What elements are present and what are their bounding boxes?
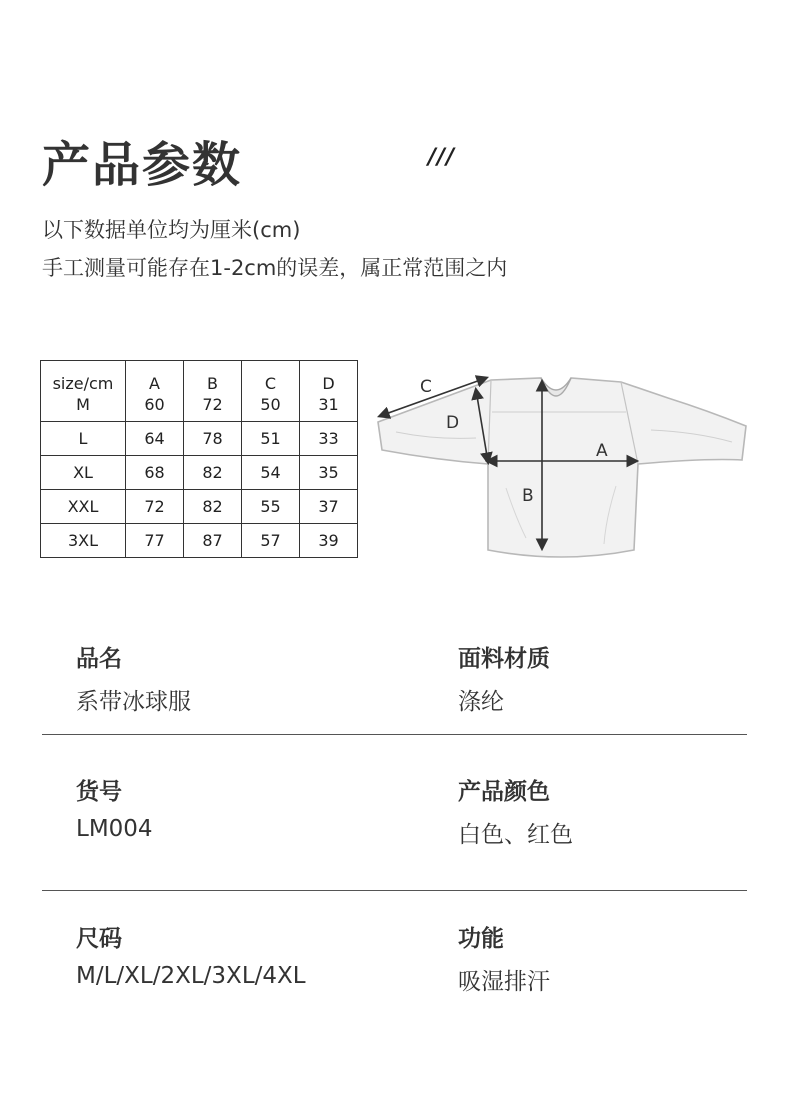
header-cell: B [184,361,242,396]
size-table-header [41,361,358,396]
value-cell: 68 [126,456,184,490]
jersey-outline [378,378,746,557]
spec-value: 系带冰球服 [76,689,191,715]
header-cell: A [126,361,184,396]
header-cell: C [242,361,300,396]
spec-value: 白色、红色 [458,822,573,848]
value-cell: 72 [126,490,184,524]
header-cell: D [300,361,358,396]
size-cell: L [41,422,126,456]
value-cell: 78 [184,422,242,456]
value-cell: 87 [184,524,242,558]
value-cell: 50 [242,395,300,422]
value-cell: 51 [242,422,300,456]
spec-value: LM004 [76,816,153,842]
spec-value: 涤纶 [458,689,504,715]
spec-label: 尺码 [76,926,122,952]
measure-label-b: B [522,486,534,506]
value-cell: 37 [300,490,358,524]
spec-fabric [458,640,550,716]
decorative-slashes: /// [428,145,456,170]
spec-label: 货号 [76,779,122,805]
value-cell: 33 [300,422,358,456]
measure-label-c: C [420,377,432,397]
jersey-measurement-diagram [376,368,752,568]
measure-label-d: D [446,413,460,433]
spec-product-name [76,640,191,716]
table-row [41,422,358,456]
measure-label-a: A [596,441,608,461]
value-cell: 72 [184,395,242,422]
unit-note: 以下数据单位均为厘米(cm) [42,218,301,242]
value-cell: 54 [242,456,300,490]
spec-value: 吸湿排汗 [458,969,550,995]
table-row [41,524,358,558]
value-cell: 77 [126,524,184,558]
size-cell: XXL [41,490,126,524]
header-cell: size/cm [41,361,126,396]
value-cell: 57 [242,524,300,558]
spec-size [76,920,306,989]
value-cell: 64 [126,422,184,456]
spec-label: 功能 [458,926,504,952]
size-cell: 3XL [41,524,126,558]
value-cell: 60 [126,395,184,422]
spec-item-number [76,773,153,842]
value-cell: 55 [242,490,300,524]
spec-color [458,773,573,849]
error-note: 手工测量可能存在1-2cm的误差，属正常范围之内 [42,256,508,280]
size-cell: XL [41,456,126,490]
table-row [41,490,358,524]
size-table [40,360,358,558]
spec-function [458,920,550,996]
table-row [41,456,358,490]
value-cell: 35 [300,456,358,490]
spec-label: 品名 [76,646,122,672]
divider [42,734,747,735]
spec-label: 面料材质 [458,646,550,672]
spec-label: 产品颜色 [458,779,550,805]
value-cell: 39 [300,524,358,558]
spec-value: M/L/XL/2XL/3XL/4XL [76,963,306,989]
size-cell: M [41,395,126,422]
value-cell: 82 [184,490,242,524]
value-cell: 31 [300,395,358,422]
page-title: 产品参数 [42,137,243,193]
divider [42,890,747,891]
value-cell: 82 [184,456,242,490]
table-row [41,395,358,422]
